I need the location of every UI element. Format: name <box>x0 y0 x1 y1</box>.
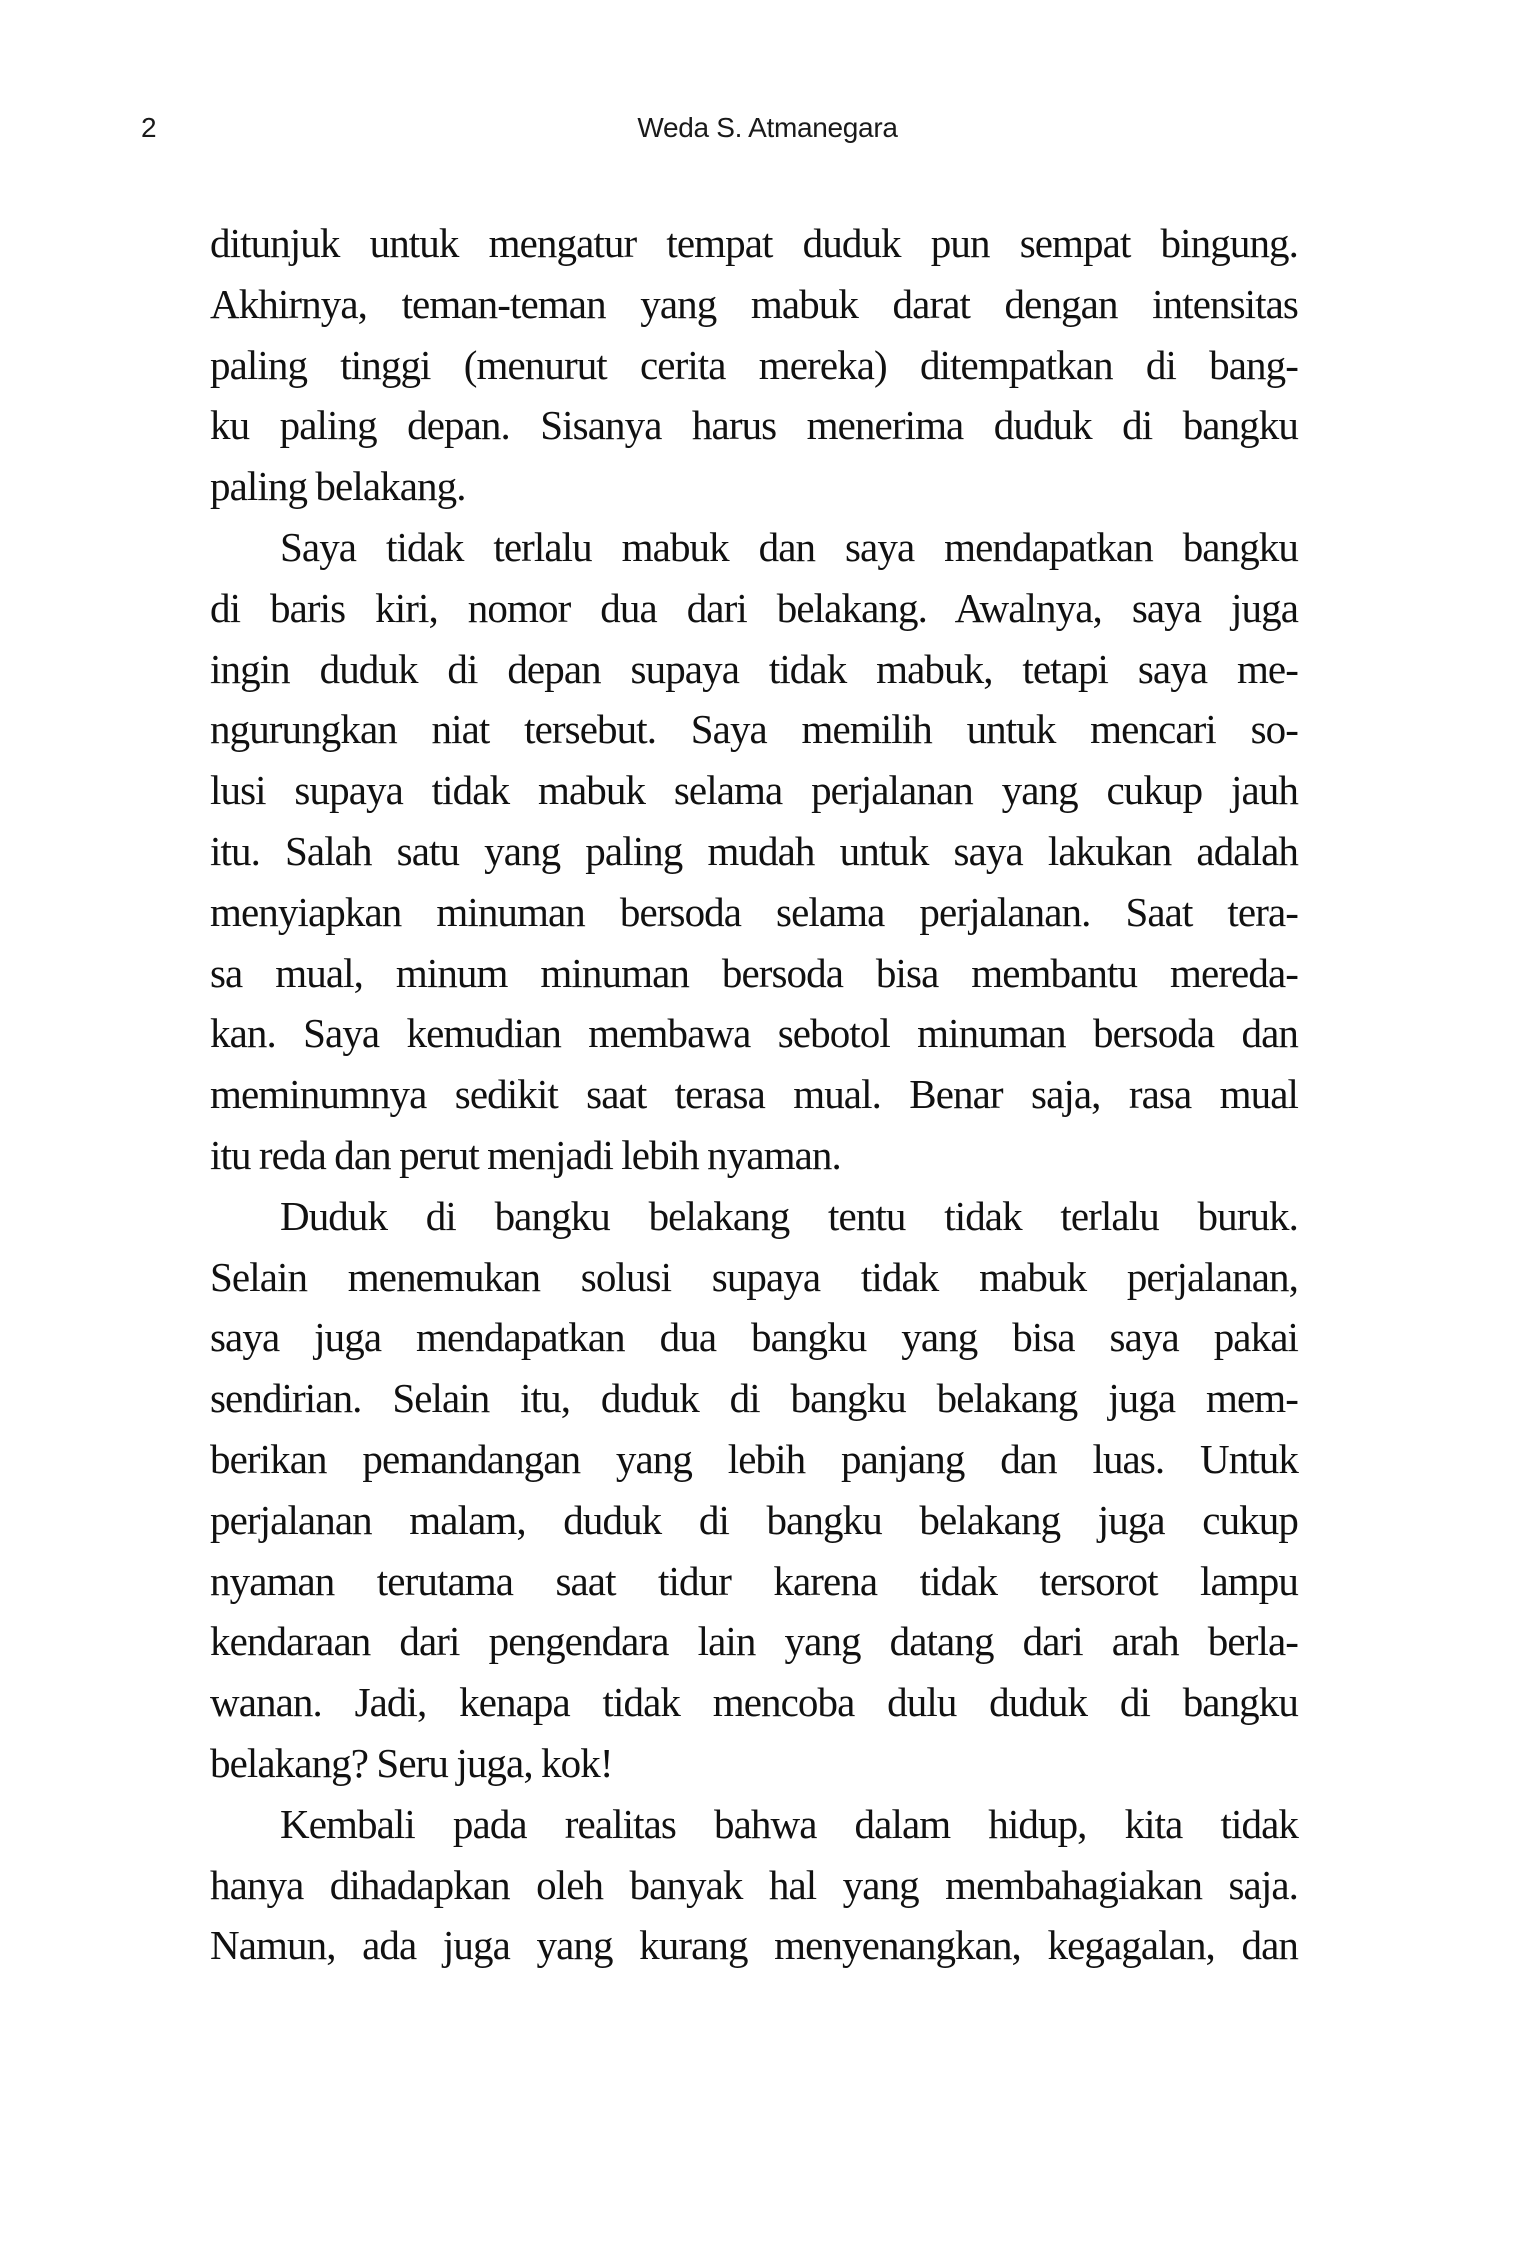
running-head <box>0 112 1535 152</box>
page-number: 2 <box>141 112 157 143</box>
text-line: perjalanan malam, duduk di bangku belakang juga cukup <box>210 1496 1298 1543</box>
text-line: menyiapkan minuman bersoda selama perjalanan. Saat tera- <box>210 888 1298 935</box>
text-line: itu reda dan perut menjadi lebih nyaman. <box>210 1131 841 1178</box>
text-line: Saya tidak terlalu mabuk dan saya mendapatkan bangku <box>280 523 1298 570</box>
paragraph <box>210 1794 1298 1976</box>
body-text <box>210 213 1298 1976</box>
text-line: Selain menemukan solusi supaya tidak mabuk perjalanan, <box>210 1253 1298 1300</box>
text-line: ditunjuk untuk mengatur tempat duduk pun sempat bingung. <box>210 220 1298 266</box>
text-line: ngurungkan niat tersebut. Saya memilih untuk mencari so- <box>210 706 1298 753</box>
text-line: Akhirnya, teman-teman yang mabuk darat dengan intensitas <box>210 280 1298 327</box>
text-line: di baris kiri, nomor dua dari belakang. Awalnya, saya juga <box>210 584 1298 631</box>
paragraph <box>210 517 1298 1186</box>
text-line: paling belakang. <box>210 463 466 510</box>
text-line: berikan pemandangan yang lebih panjang dan luas. Untuk <box>210 1435 1298 1482</box>
paragraph <box>210 213 1298 517</box>
author-running-head: Weda S. Atmanegara <box>637 112 898 143</box>
text-line: sa mual, minum minuman bersoda bisa membantu mereda- <box>210 949 1298 996</box>
text-line: lusi supaya tidak mabuk selama perjalanan yang cukup jauh <box>210 767 1298 814</box>
text-line: wanan. Jadi, kenapa tidak mencoba dulu duduk di bangku <box>210 1679 1298 1726</box>
text-line: belakang? Seru juga, kok! <box>210 1739 613 1786</box>
text-line: saya juga mendapatkan dua bangku yang bisa saya pakai <box>210 1314 1298 1361</box>
text-line: sendirian. Selain itu, duduk di bangku belakang juga mem- <box>210 1375 1298 1422</box>
text-line: Namun, ada juga yang kurang menyenangkan, kegagalan, dan <box>210 1922 1298 1969</box>
paragraph <box>210 1186 1298 1794</box>
text-line: meminumnya sedikit saat terasa mual. Benar saja, rasa mual <box>210 1071 1298 1118</box>
text-line: nyaman terutama saat tidur karena tidak tersorot lampu <box>210 1557 1298 1604</box>
text-line: itu. Salah satu yang paling mudah untuk saya lakukan adalah <box>210 827 1298 874</box>
text-line: hanya dihadapkan oleh banyak hal yang membahagiakan saja. <box>210 1861 1298 1908</box>
text-line: ingin duduk di depan supaya tidak mabuk, tetapi saya me- <box>210 645 1298 692</box>
text-line: paling tinggi (menurut cerita mereka) ditempatkan di bang- <box>210 341 1298 388</box>
text-line: Kembali pada realitas bahwa dalam hidup, kita tidak <box>280 1800 1298 1847</box>
text-line: ku paling depan. Sisanya harus menerima duduk di bangku <box>210 402 1298 449</box>
text-line: Duduk di bangku belakang tentu tidak terlalu buruk. <box>280 1192 1298 1239</box>
text-line: kendaraan dari pengendara lain yang datang dari arah berla- <box>210 1618 1298 1665</box>
text-line: kan. Saya kemudian membawa sebotol minuman bersoda dan <box>210 1010 1298 1057</box>
